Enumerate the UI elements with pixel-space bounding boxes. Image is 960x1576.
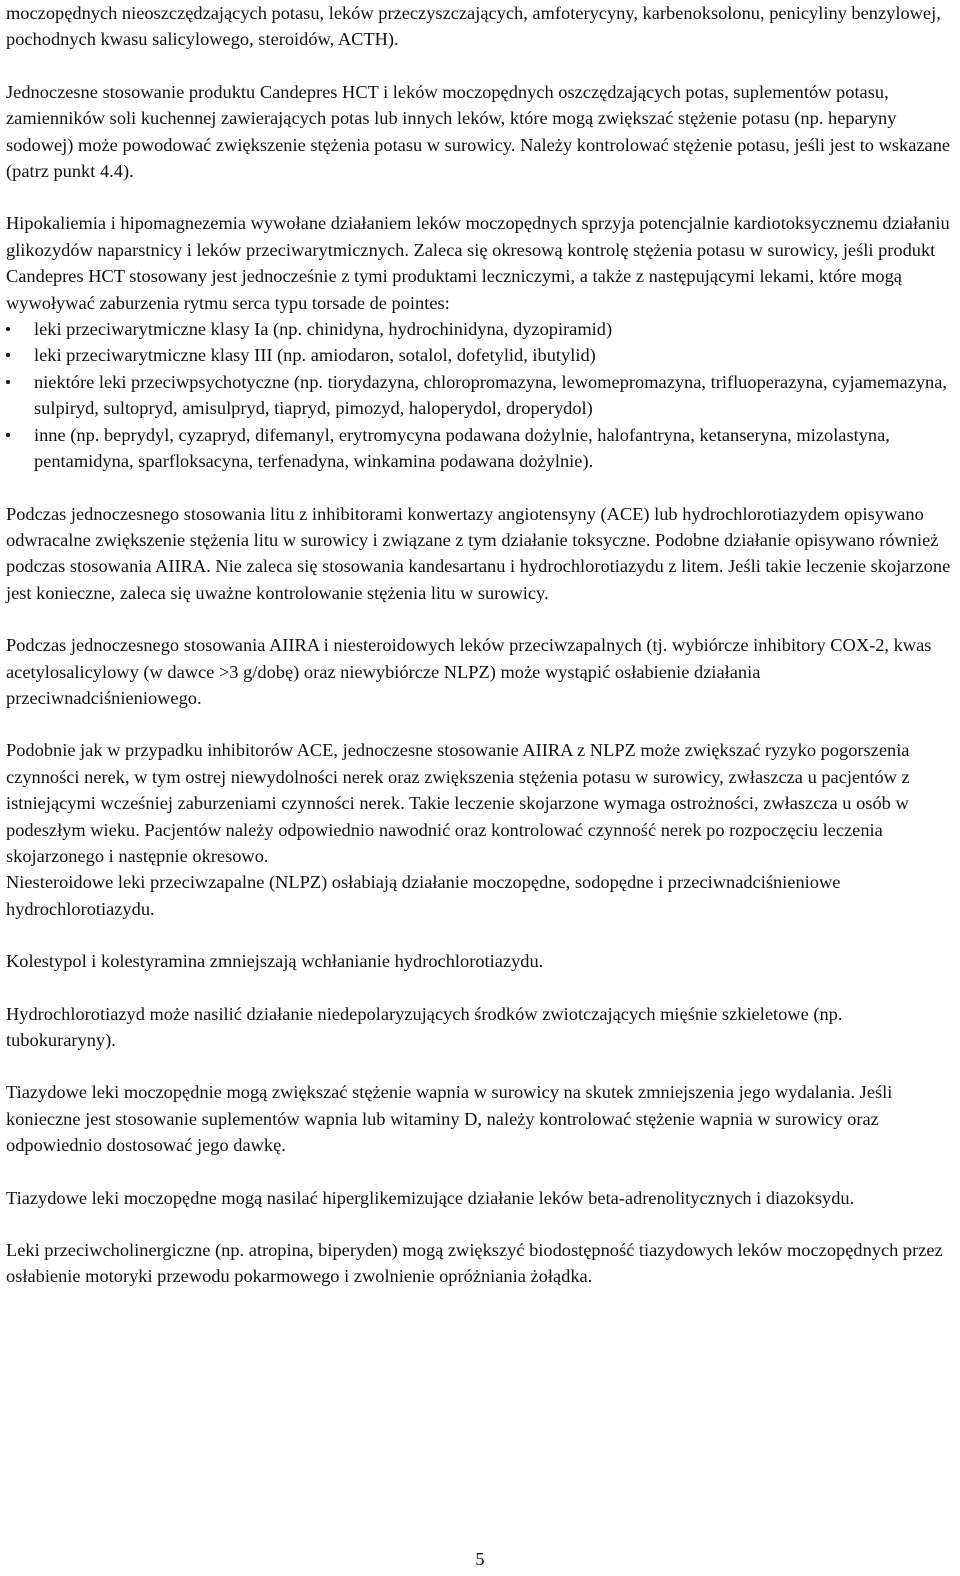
bullet-icon (6, 380, 10, 384)
list-item-text: inne (np. beprydyl, cyzapryd, difemanyl, erytromycyna podawana dożylnie, halofantryna, ketanseryna, mizolastyna, pentamidyna, sparfloksacyna, terfenadyna, winkamina podawana dożylnie). (34, 424, 890, 472)
paragraph-calcium: Tiazydowe leki moczopędnie mogą zwiększać stężenie wapnia w surowicy na skutek zmniejszenia jego wydalania. Jeśli konieczne jest stosowanie suplementów wapnia lub witaminy D, należy kontrolować stężenie wapnia w surowicy oraz odpowiednio dostosować jego dawkę. (6, 1082, 893, 1156)
torsade-drug-list (6, 316, 956, 474)
list-item (6, 422, 956, 475)
paragraph-lithium: Podczas jednoczesnego stosowania litu z inhibitorami konwertazy angiotensyny (ACE) lub hydrochlorotiazydem opisywano odwracalne zwiększenie stężenia litu w surowicy i związane z tym działanie toksyczne. Podobne działanie opisywano również podczas stosowania AIIRA. Nie zaleca się stosowania kandesartanu i hydrochlorotiazydu z litem. Jeśli takie leczenie skojarzone jest konieczne, zaleca się uważne kontrolowanie stężenia litu w surowicy. (6, 503, 951, 603)
paragraph-nsaid-antihypertensive: Podczas jednoczesnego stosowania AIIRA i niesteroidowych leków przeciwzapalnych (tj. wybiórcze inhibitory COX-2, kwas acetylosalicylowy (w dawce >3 g/dobę) oraz niewybiórcze NLPZ) może wystąpić osłabienie działania przeciwnadciśnieniowego. (6, 635, 932, 708)
list-item-text: niektóre leki przeciwpsychotyczne (np. tiorydazyna, chloropromazyna, lewomepromazyna, trifluoperazyna, cyjamemazyna, sulpiryd, sultopryd, amisulpryd, tiapryd, pimozyd, haloperydol, droperydol) (34, 371, 948, 419)
list-item (6, 342, 956, 368)
paragraph-continuation: moczopędnych nieoszczędzających potasu, leków przeczyszczających, amfoterycyny, karbenoksolonu, penicyliny benzylowej, pochodnych kwasu salicylowego, steroidów, ACTH). (6, 3, 941, 50)
bullet-icon (6, 433, 10, 437)
list-item (6, 316, 956, 342)
paragraph-nsaid-renal: Podobnie jak w przypadku inhibitorów ACE, jednoczesne stosowanie AIIRA z NLPZ może zwiększać ryzyko pogorszenia czynności nerek, w tym ostrej niewydolności nerek oraz zwiększenia stężenia potasu w surowicy, zwłaszcza u pacjentów z istniejącymi wcześniej zaburzeniami czynności nerek. Takie leczenie skojarzone wymaga ostrożności, zwłaszcza u osób w podeszłym wieku. Pacjentów należy odpowiednio nawodnić oraz kontrolować czynność nerek po rozpoczęciu leczenia skojarzonego i następnie okresowo. (6, 740, 910, 866)
paragraph-potassium-sparing: Jednoczesne stosowanie produktu Candepres HCT i leków moczopędnych oszczędzających potas, suplementów potasu, zamienników soli kuchennej zawierających potas lub innych leków, które mogą zwiększać stężenie potasu (np. heparyny sodowej) może powodować zwiększenie stężenia potasu w surowicy. Należy kontrolować stężenie potasu, jeśli jest to wskazane (patrz punkt 4.4). (6, 81, 951, 182)
paragraph-nsaid-diuretic: Niesteroidowe leki przeciwzapalne (NLPZ) osłabiają działanie moczopędne, sodopędne i przeciwnadciśnieniowe hydrochlorotiazydu. (6, 872, 841, 919)
bullet-icon (6, 353, 10, 357)
list-item (6, 369, 956, 422)
bullet-icon (6, 327, 10, 331)
document-page (6, 0, 956, 1290)
list-item-text: leki przeciwarytmiczne klasy Ia (np. chinidyna, hydrochinidyna, dyzopiramid) (34, 319, 613, 340)
paragraph-anticholinergics: Leki przeciwcholinergiczne (np. atropina, biperyden) mogą zwiększyć biodostępność tiazydowych leków moczopędnych przez osłabienie motoryki przewodu pokarmowego i zwolnienie opróżniania żołądka. (6, 1240, 943, 1287)
paragraph-muscle-relaxants: Hydrochlorotiazyd może nasilić działanie niedepolaryzujących środków zwiotczających mięśnie szkieletowe (np. tubokuraryny). (6, 1003, 843, 1050)
list-item-text: leki przeciwarytmiczne klasy III (np. amiodaron, sotalol, dofetylid, ibutylid) (34, 345, 596, 366)
paragraph-beta-blockers: Tiazydowe leki moczopędne mogą nasilać hiperglikemizujące działanie leków beta-adrenolitycznych i diazoksydu. (6, 1187, 855, 1208)
paragraph-colestipol: Kolestypol i kolestyramina zmniejszają wchłanianie hydrochlorotiazydu. (6, 951, 544, 972)
page-number: 5 (475, 1549, 485, 1569)
paragraph-hypokalemia: Hipokaliemia i hipomagnezemia wywołane działaniem leków moczopędnych sprzyja potencjalnie kardiotoksycznemu działaniu glikozydów naparstnicy i leków przeciwarytmicznych. Zaleca się okresową kontrolę stężenia potasu w surowicy, jeśli produkt Candepres HCT stosowany jest jednocześnie z tymi produktami leczniczymi, a także z następującymi lekami, które mogą wywoływać zaburzenia rytmu serca typu torsade de pointes: (6, 213, 950, 313)
